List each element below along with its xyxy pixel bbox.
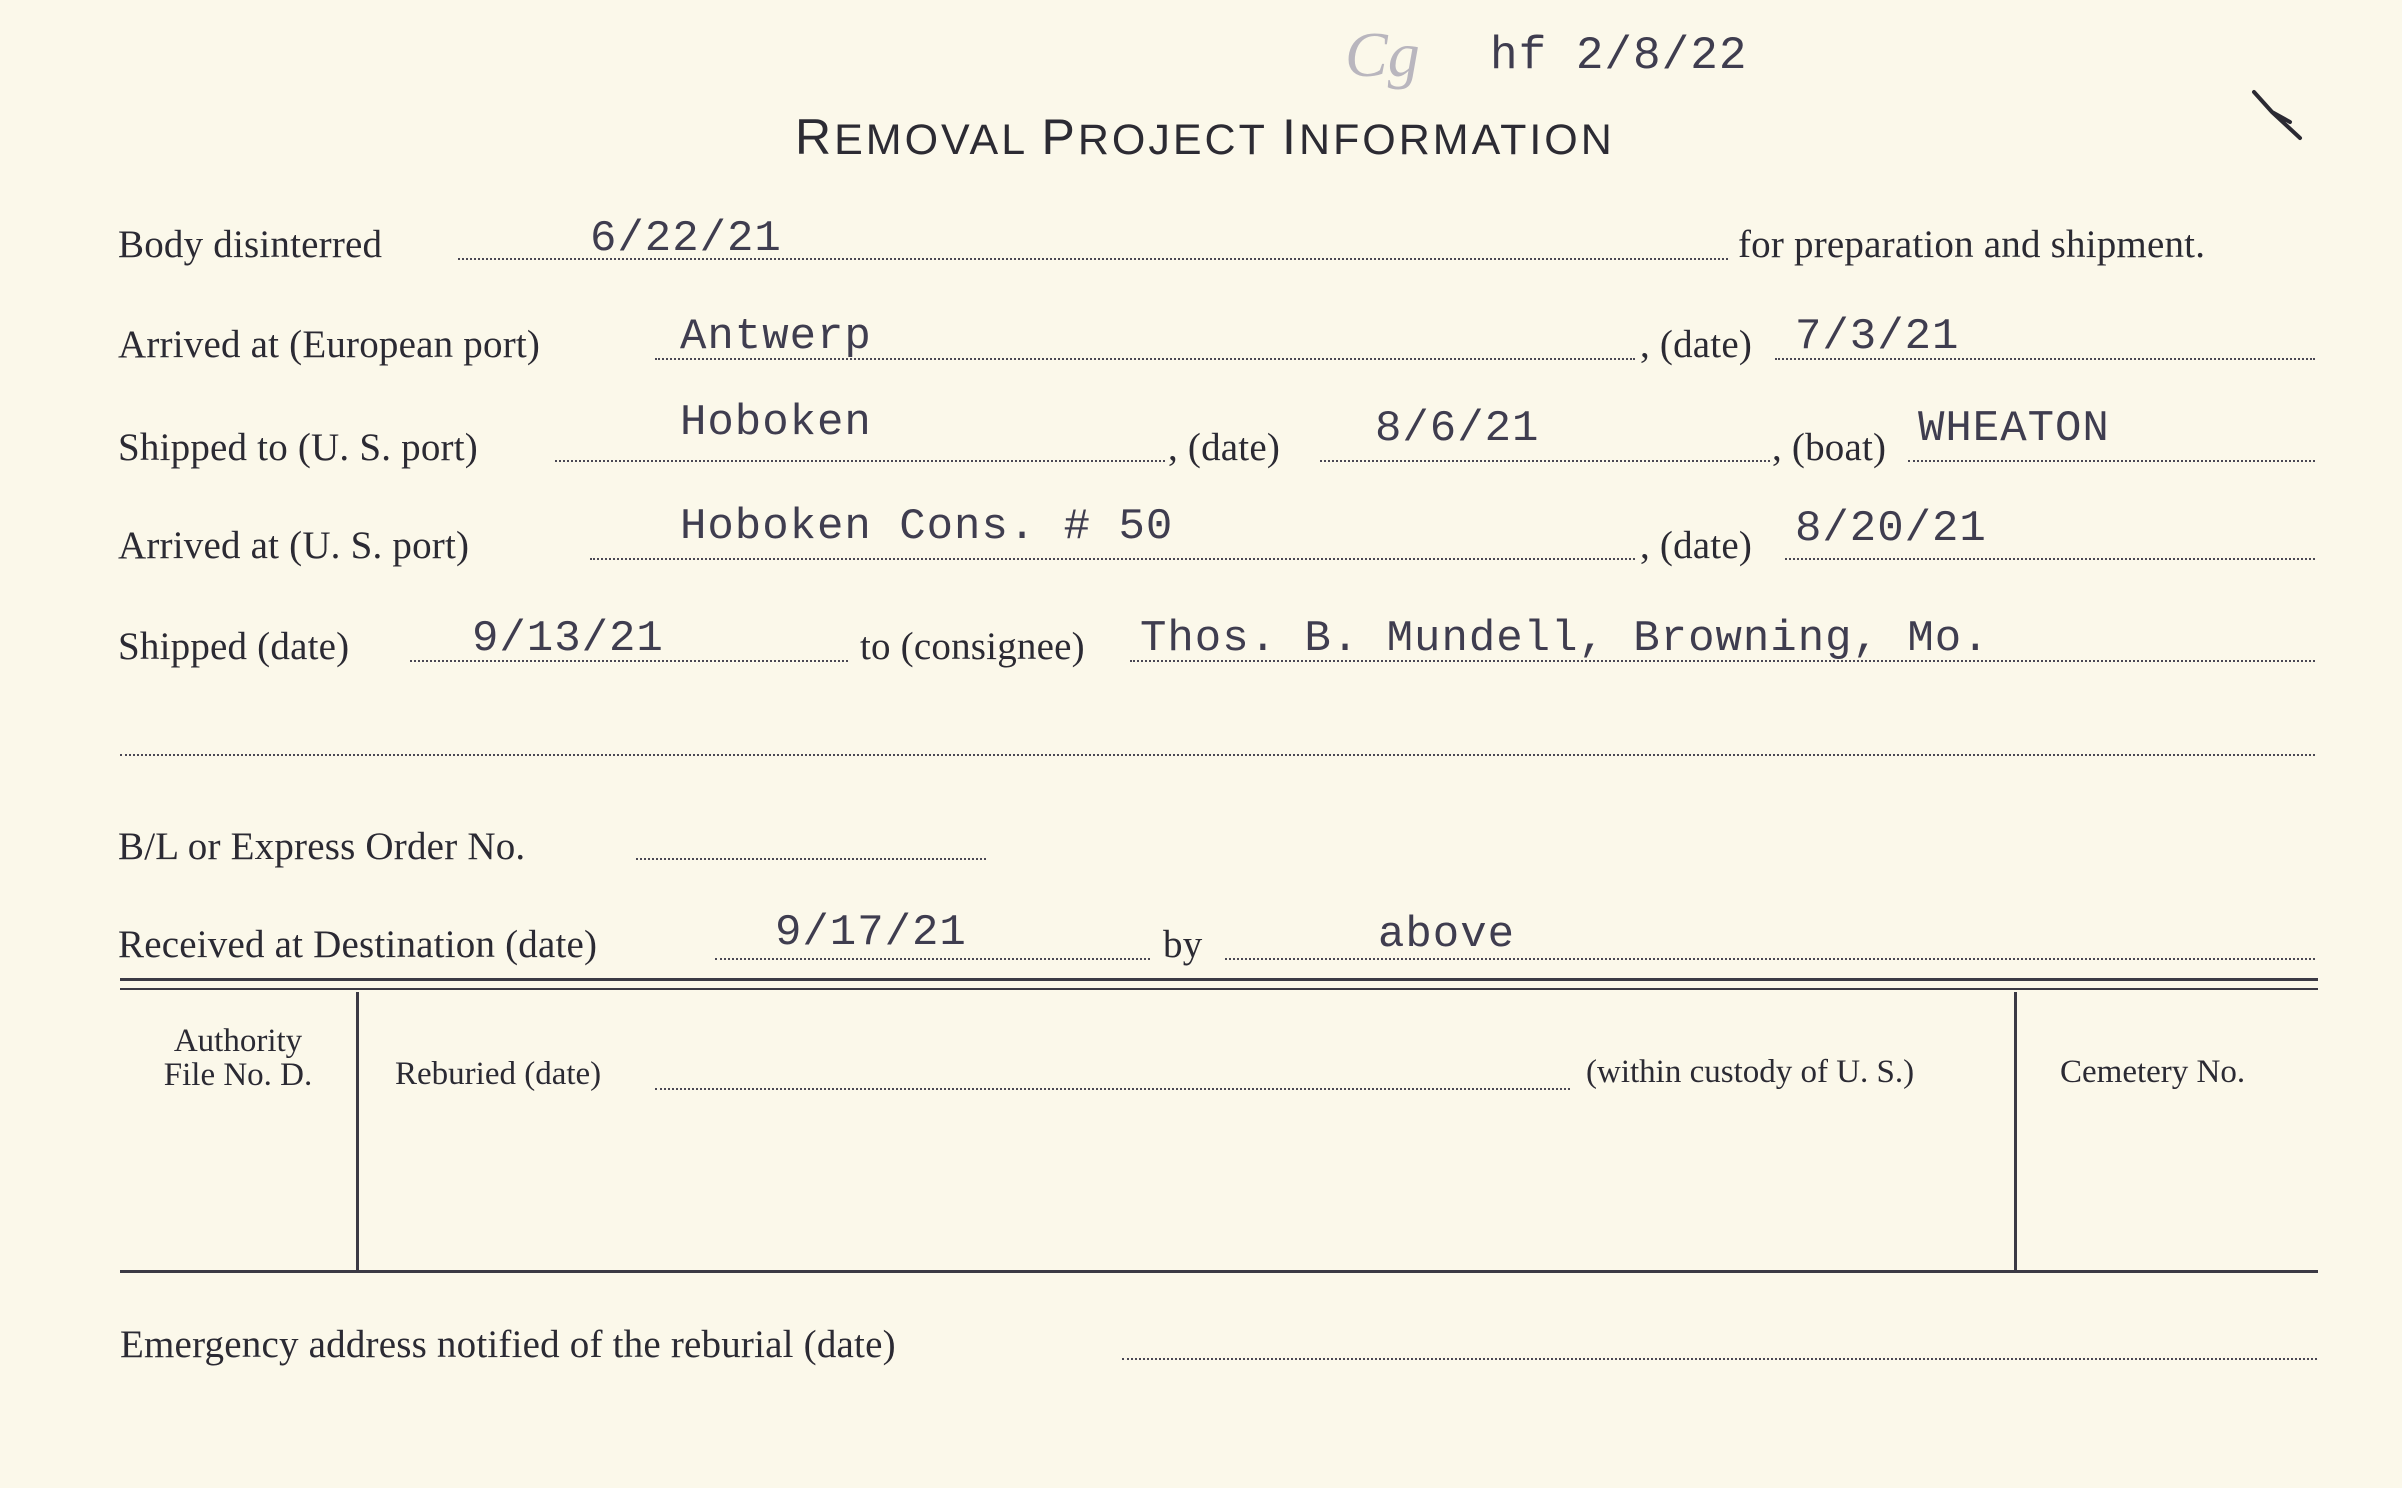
shipped-date-value: 9/13/21 [472, 614, 664, 664]
shipped-us-date-label: , (date) [1168, 426, 1281, 469]
bl-label: B/L or Express Order No. [118, 825, 526, 868]
arrived-european-value: Antwerp [680, 312, 872, 362]
shipped-us-date-value: 8/6/21 [1375, 404, 1540, 454]
arrived-european-date-value: 7/3/21 [1795, 312, 1960, 362]
arrived-us-line [590, 558, 1635, 560]
arrived-us-value: Hoboken Cons. # 50 [680, 502, 1174, 552]
table-top-rule [120, 978, 2318, 981]
arrived-us-label: Arrived at (U. S. port) [118, 524, 470, 567]
by-label: by [1163, 923, 1203, 966]
shipped-date-label: Shipped (date) [118, 625, 350, 668]
file-stamp: hf 2/8/22 [1490, 30, 1748, 82]
reburied-label: Reburied (date) [395, 1056, 602, 1092]
authority-file-label: Authority File No. D. [163, 1023, 313, 1093]
arrived-us-date-line [1785, 558, 2315, 560]
custody-label: (within custody of U. S.) [1586, 1054, 1915, 1090]
cemetery-label: Cemetery No. [2060, 1054, 2246, 1090]
table-top-rule-second [120, 988, 2318, 990]
arrived-european-label: Arrived at (European port) [118, 323, 541, 366]
blank-continuation-line [120, 754, 2315, 756]
boat-line [1908, 460, 2315, 462]
body-disinterred-suffix: for preparation and shipment. [1738, 223, 2206, 266]
consignee-label: to (consignee) [860, 625, 1085, 668]
shipped-us-line [555, 460, 1165, 462]
body-disinterred-label: Body disinterred [118, 223, 383, 266]
reburied-line [655, 1088, 1570, 1090]
received-line [715, 958, 1150, 960]
emergency-line [1122, 1358, 2317, 1360]
arrived-us-date-label: , (date) [1640, 524, 1753, 567]
received-label: Received at Destination (date) [118, 923, 598, 966]
table-divider-right [2014, 992, 2017, 1270]
table-bottom-rule [120, 1270, 2318, 1273]
pencil-initials: Cg [1345, 19, 1420, 90]
bl-line [636, 858, 986, 860]
boat-value: WHEATON [1918, 404, 2110, 454]
arrived-us-date-value: 8/20/21 [1795, 504, 1987, 554]
arrived-european-date-label: , (date) [1640, 323, 1753, 366]
received-value: 9/17/21 [775, 908, 967, 958]
boat-label: , (boat) [1772, 426, 1887, 469]
shipped-us-value: Hoboken [680, 398, 872, 448]
page-title: REMOVAL PROJECT INFORMATION [795, 109, 1615, 165]
shipped-us-label: Shipped to (U. S. port) [118, 426, 478, 469]
consignee-value: Thos. B. Mundell, Browning, Mo. [1140, 614, 1990, 664]
by-value: above [1378, 910, 1516, 960]
emergency-label: Emergency address notified of the reburial (date) [120, 1323, 896, 1366]
table-divider-left [356, 992, 359, 1270]
body-disinterred-value: 6/22/21 [590, 214, 782, 264]
check-mark-icon [2250, 82, 2310, 147]
shipped-us-date-line [1320, 460, 1770, 462]
